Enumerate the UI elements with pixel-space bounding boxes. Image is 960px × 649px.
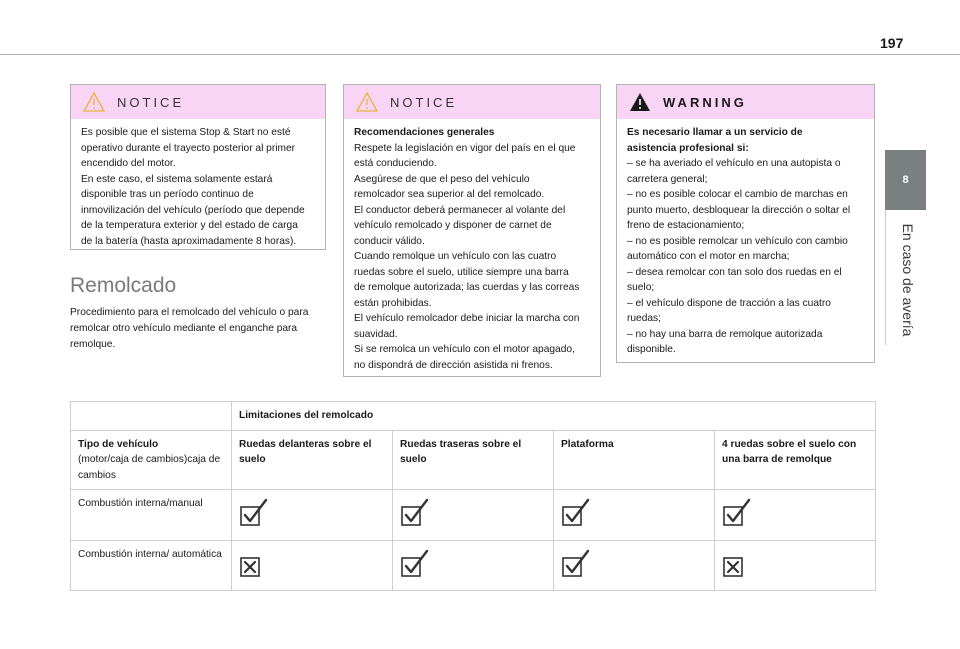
intro-line: Procedimiento para el remolcado del vehículo o para — [70, 307, 309, 318]
header-four-wheels-bar: 4 ruedas sobre el suelo con una barra de remolque — [715, 430, 876, 490]
row-label: Combustión interna/ automática — [71, 540, 232, 591]
notice-line: inmovilización del vehículo (período que depende — [81, 204, 305, 216]
notice-line: Cuando remolque un vehículo con las cuatro — [354, 251, 557, 262]
warning-body — [617, 119, 874, 364]
mark-cell — [232, 490, 393, 541]
notice-line: Si se remolca un vehículo con el motor apagado, — [354, 344, 575, 355]
header-rear-wheels: Ruedas traseras sobre el suelo — [393, 430, 554, 490]
allowed-icon — [239, 498, 269, 534]
warning-line: carretera general; — [627, 173, 708, 185]
warning-line: – no es posible colocar el cambio de marchas en — [627, 189, 848, 200]
warning-subtitle-line: asistencia profesional si: — [627, 142, 749, 154]
page-number: 197 — [880, 35, 904, 51]
notice-box-stop-start — [70, 84, 326, 250]
notice-box-recommendations — [343, 84, 601, 377]
forbidden-icon — [722, 549, 752, 585]
mark-cell — [554, 540, 715, 591]
notice-heading: NOTICE — [117, 94, 185, 110]
chapter-tab[interactable] — [885, 150, 926, 210]
mark-cell — [554, 490, 715, 541]
notice-line: El vehículo remolcador debe iniciar la marcha con — [354, 313, 580, 324]
top-divider — [0, 54, 960, 55]
mark-cell — [393, 540, 554, 591]
notice-line: está conduciendo. — [354, 158, 437, 169]
mark-cell — [232, 540, 393, 591]
notice-header — [344, 85, 600, 119]
header-vehicle-type-bold: Tipo de vehículo — [78, 438, 159, 450]
table-row — [71, 540, 876, 591]
warning-line: – se ha averiado el vehículo en una autopista o — [627, 158, 841, 169]
allowed-icon — [400, 549, 430, 585]
notice-line: El conductor deberá permanecer al volante del — [354, 204, 566, 216]
intro-line: remolque. — [70, 339, 116, 350]
warning-lines — [627, 156, 866, 358]
table-header-row — [71, 430, 876, 490]
table-title-row — [71, 402, 876, 431]
notice-line: conducir válido. — [354, 235, 425, 247]
chapter-title — [888, 210, 928, 350]
warning-line: – desea remolcar con tan solo dos ruedas en el — [627, 266, 842, 278]
warning-triangle-icon — [356, 92, 378, 112]
notice-line: operativo durante el trayecto posterior al primer — [81, 142, 296, 154]
chapter-tab-number: 8 — [902, 174, 909, 186]
notice-line: En este caso, el sistema solamente estará — [81, 173, 273, 185]
warning-box — [616, 84, 875, 363]
section-intro — [70, 305, 332, 353]
notice-lines — [354, 141, 592, 374]
header-vehicle-type-sub: (motor/caja de cambios)caja de cambios — [78, 454, 221, 481]
warning-line: – no es posible remolcar un vehículo con cambio — [627, 235, 848, 247]
notice-line: ruedas sobre el suelo, utilice siempre una barra — [354, 266, 569, 278]
forbidden-icon — [239, 549, 269, 585]
warning-subtitle-line: Es necesario llamar a un servicio de — [627, 127, 803, 138]
notice-line: encendido del motor. — [81, 158, 176, 169]
mark-cell — [715, 540, 876, 591]
side-divider — [885, 210, 886, 345]
allowed-icon — [561, 549, 591, 585]
section-title-remolcado: Remolcado — [70, 274, 177, 297]
header-front-wheels: Ruedas delanteras sobre el suelo — [232, 430, 393, 490]
header-platform: Plataforma — [554, 430, 715, 490]
header-vehicle-type — [71, 430, 232, 490]
notice-line: Respete la legislación en vigor del país en el que — [354, 142, 576, 154]
allowed-icon — [400, 498, 430, 534]
allowed-icon — [722, 498, 752, 534]
table-title: Limitaciones del remolcado — [232, 402, 876, 431]
table-corner-cell — [71, 402, 232, 431]
notice-line: Es posible que el sistema Stop & Start no esté — [81, 127, 291, 138]
warning-line: disponible. — [627, 344, 676, 355]
allowed-icon — [561, 498, 591, 534]
notice-line: de remolque autorizada; las cuerdas y las correas — [354, 282, 580, 293]
notice-line: vehículo remolcado y disponer de carnet de — [354, 220, 552, 231]
table-row — [71, 490, 876, 541]
notice-header — [71, 85, 325, 119]
notice-line: están prohibidas. — [354, 297, 432, 309]
warning-line: ruedas; — [627, 313, 661, 324]
warning-line: punto muerto, desbloquear la dirección o soltar el — [627, 204, 851, 216]
notice-heading: NOTICE — [390, 94, 458, 110]
warning-line: suelo; — [627, 282, 655, 293]
notice-line: no dispondrá de dirección asistida ni frenos. — [354, 359, 553, 371]
notice-line: disponible tras un período continuo de — [81, 189, 254, 200]
warning-subtitle — [627, 125, 866, 156]
warning-line: automático con el motor en marcha; — [627, 251, 790, 262]
warning-line: – el vehículo dispone de tracción a las cuatro — [627, 297, 831, 309]
notice-line: de la temperatura exterior y del estado de carga — [81, 220, 298, 231]
notice-line: de la batería (hasta aproximadamente 8 horas). — [81, 235, 297, 247]
warning-triangle-icon — [629, 92, 651, 112]
notice-subtitle: Recomendaciones generales — [354, 127, 495, 138]
warning-line: freno de estacionamiento; — [627, 220, 745, 231]
mark-cell — [715, 490, 876, 541]
warning-heading: WARNING — [663, 94, 747, 110]
warning-triangle-icon — [83, 92, 105, 112]
notice-line: remolcador sea superior al del remolcado. — [354, 189, 545, 200]
towing-limits-table — [70, 401, 876, 591]
notice-line: Asegúrese de que el peso del vehículo — [354, 173, 530, 185]
warning-header — [617, 85, 874, 119]
intro-line: remolcar otro vehículo mediante el enganche para — [70, 323, 298, 334]
notice-line: suavidad. — [354, 328, 398, 340]
mark-cell — [393, 490, 554, 541]
chapter-title-text: En caso de avería — [900, 223, 916, 337]
notice-body — [344, 119, 600, 379]
notice-body — [71, 119, 325, 255]
row-label: Combustión interna/manual — [71, 490, 232, 541]
warning-line: – no hay una barra de remolque autorizada — [627, 328, 823, 340]
